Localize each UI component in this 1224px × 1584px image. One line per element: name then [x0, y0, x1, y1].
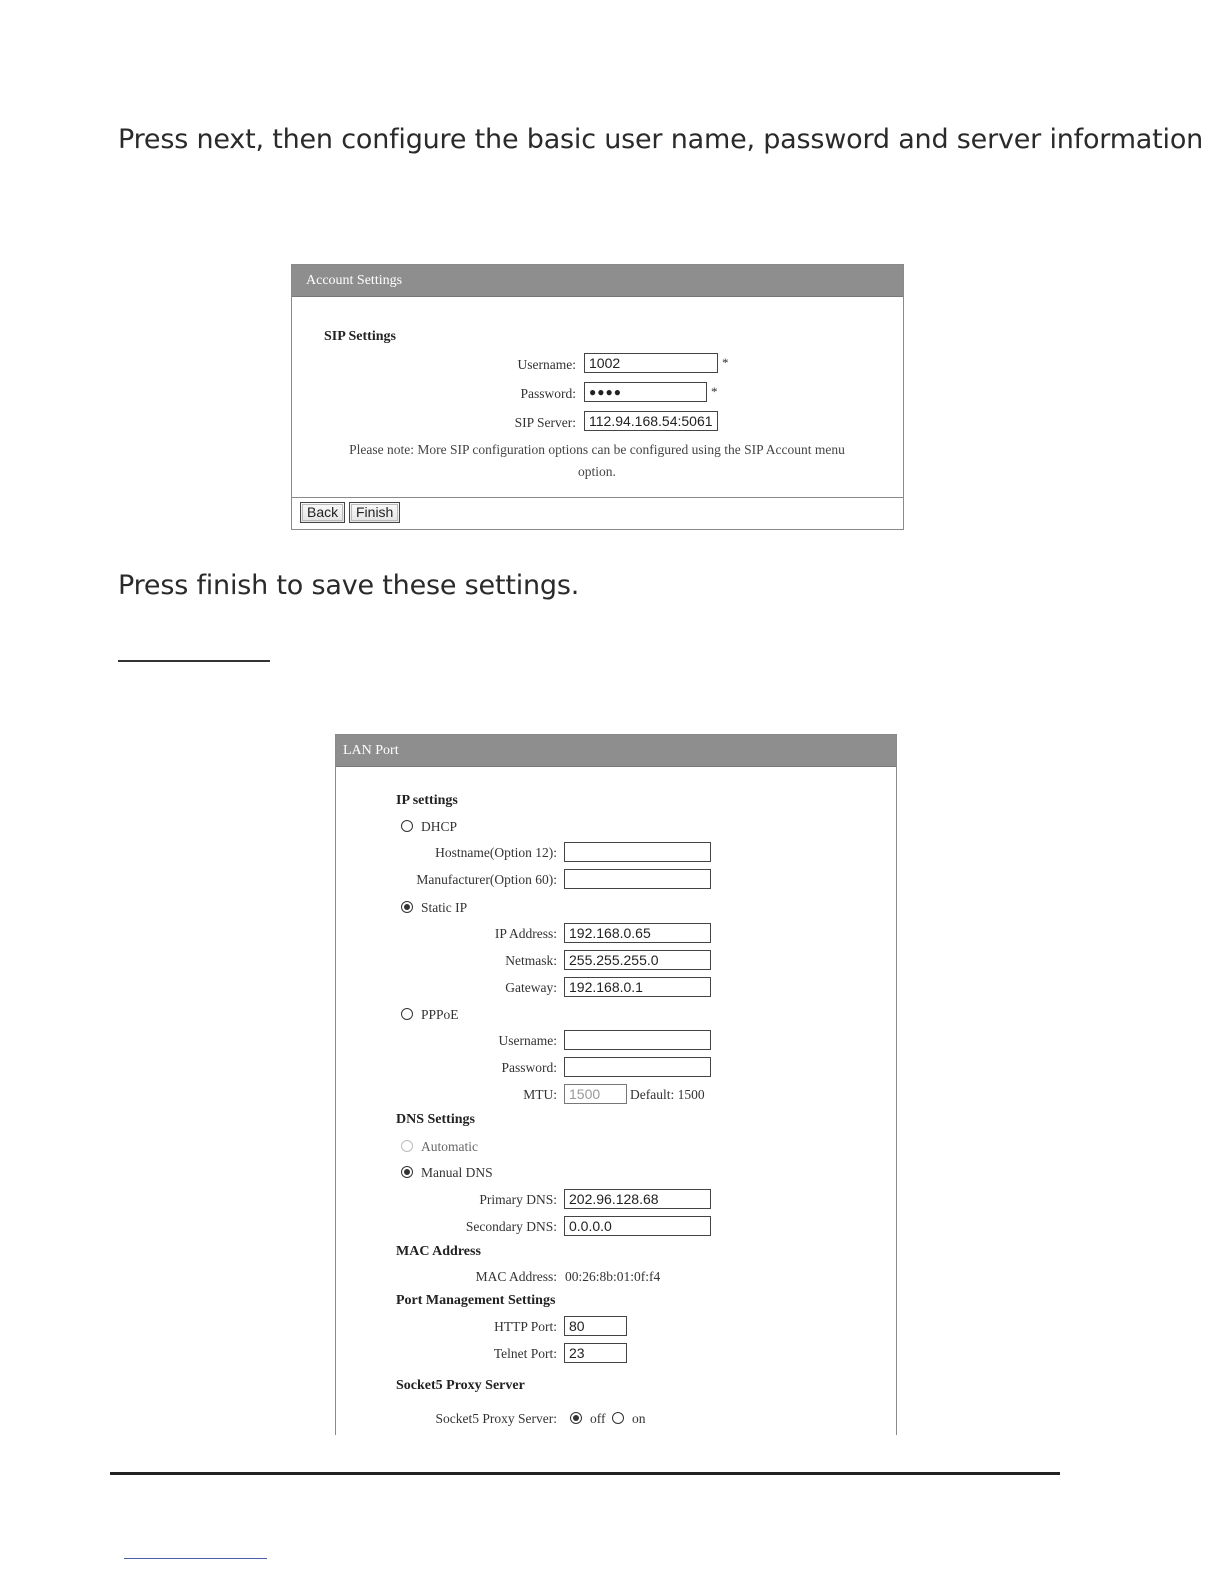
page-footer-rule	[110, 1472, 1060, 1475]
back-button-label: Back	[307, 504, 339, 520]
pppoe-username-label: Username:	[498, 1033, 557, 1048]
finish-button[interactable]	[349, 502, 400, 523]
mtu-input[interactable]: 1500	[564, 1084, 627, 1104]
netmask-input[interactable]: 255.255.255.0	[564, 950, 711, 970]
back-button[interactable]	[300, 502, 345, 523]
sip-server-label: SIP Server:	[514, 415, 576, 430]
manufacturer-input[interactable]	[564, 869, 711, 889]
socket5-on-radio[interactable]	[612, 1412, 624, 1424]
lan-port-title: LAN Port	[336, 735, 896, 767]
ip-address-label: IP Address:	[494, 926, 557, 941]
dns-manual-label: Manual DNS	[421, 1165, 493, 1180]
socket5-proxy-heading: Socket5 Proxy Server	[396, 1378, 525, 1393]
telnet-port-label: Telnet Port:	[493, 1346, 557, 1361]
username-label: Username:	[517, 357, 576, 372]
password-input[interactable]: ●●●●	[584, 382, 707, 402]
gateway-input[interactable]: 192.168.0.1	[564, 977, 711, 997]
sip-settings-heading: SIP Settings	[324, 329, 396, 344]
secondary-dns-label: Secondary DNS:	[465, 1219, 557, 1234]
after-text: Press finish to save these settings.	[118, 570, 580, 601]
dhcp-label: DHCP	[421, 819, 458, 834]
password-required-mark: *	[711, 384, 718, 399]
dns-automatic-label: Automatic	[421, 1139, 478, 1154]
ip-address-input[interactable]: 192.168.0.65	[564, 923, 711, 943]
static-ip-radio[interactable]	[401, 901, 413, 913]
dhcp-radio[interactable]	[401, 820, 413, 832]
dns-automatic-radio[interactable]	[401, 1140, 413, 1152]
dns-settings-heading: DNS Settings	[396, 1112, 475, 1127]
pppoe-label: PPPoE	[421, 1007, 459, 1022]
account-settings-title: Account Settings	[292, 265, 903, 297]
secondary-dns-input[interactable]: 0.0.0.0	[564, 1216, 711, 1236]
mtu-default-text: Default: 1500	[630, 1087, 705, 1102]
telnet-port-input[interactable]: 23	[564, 1343, 627, 1363]
primary-dns-input[interactable]: 202.96.128.68	[564, 1189, 711, 1209]
footer-link-underline	[124, 1558, 267, 1559]
pppoe-password-label: Password:	[501, 1060, 557, 1075]
section-divider	[118, 660, 270, 662]
socket5-on-label: on	[632, 1411, 646, 1426]
pppoe-radio[interactable]	[401, 1008, 413, 1020]
mtu-label: MTU:	[523, 1087, 557, 1102]
account-footer-bar	[292, 497, 903, 529]
http-port-label: HTTP Port:	[494, 1319, 557, 1334]
ip-settings-heading: IP settings	[396, 793, 458, 808]
hostname-label: Hostname(Option 12):	[435, 845, 557, 860]
password-label: Password:	[520, 386, 576, 401]
gateway-label: Gateway:	[505, 980, 557, 995]
sip-server-input[interactable]: 112.94.168.54:5061	[584, 411, 718, 431]
manufacturer-label: Manufacturer(Option 60):	[416, 872, 557, 887]
socket5-proxy-label: Socket5 Proxy Server:	[435, 1411, 557, 1426]
static-ip-label: Static IP	[421, 900, 468, 915]
socket5-off-label: off	[590, 1411, 606, 1426]
lan-port-panel	[335, 734, 897, 1435]
username-required-mark: *	[722, 355, 729, 370]
netmask-label: Netmask:	[505, 953, 557, 968]
socket5-off-radio[interactable]	[570, 1412, 582, 1424]
finish-button-label: Finish	[356, 504, 394, 520]
port-management-heading: Port Management Settings	[396, 1293, 556, 1308]
sip-note: Please note: More SIP configuration options can be configured using the SIP Account menu option.	[349, 442, 845, 479]
http-port-input[interactable]: 80	[564, 1316, 627, 1336]
hostname-input[interactable]	[564, 842, 711, 862]
primary-dns-label: Primary DNS:	[479, 1192, 557, 1207]
pppoe-password-input[interactable]	[564, 1057, 711, 1077]
intro-text: Press next, then configure the basic user name, password and server information	[118, 124, 1204, 155]
mac-address-label: MAC Address:	[475, 1269, 557, 1284]
dns-manual-radio[interactable]	[401, 1166, 413, 1178]
username-input[interactable]: 1002	[584, 353, 718, 373]
mac-address-heading: MAC Address	[396, 1244, 481, 1259]
account-settings-panel	[291, 264, 904, 530]
pppoe-username-input[interactable]	[564, 1030, 711, 1050]
mac-address-value: 00:26:8b:01:0f:f4	[565, 1269, 661, 1284]
